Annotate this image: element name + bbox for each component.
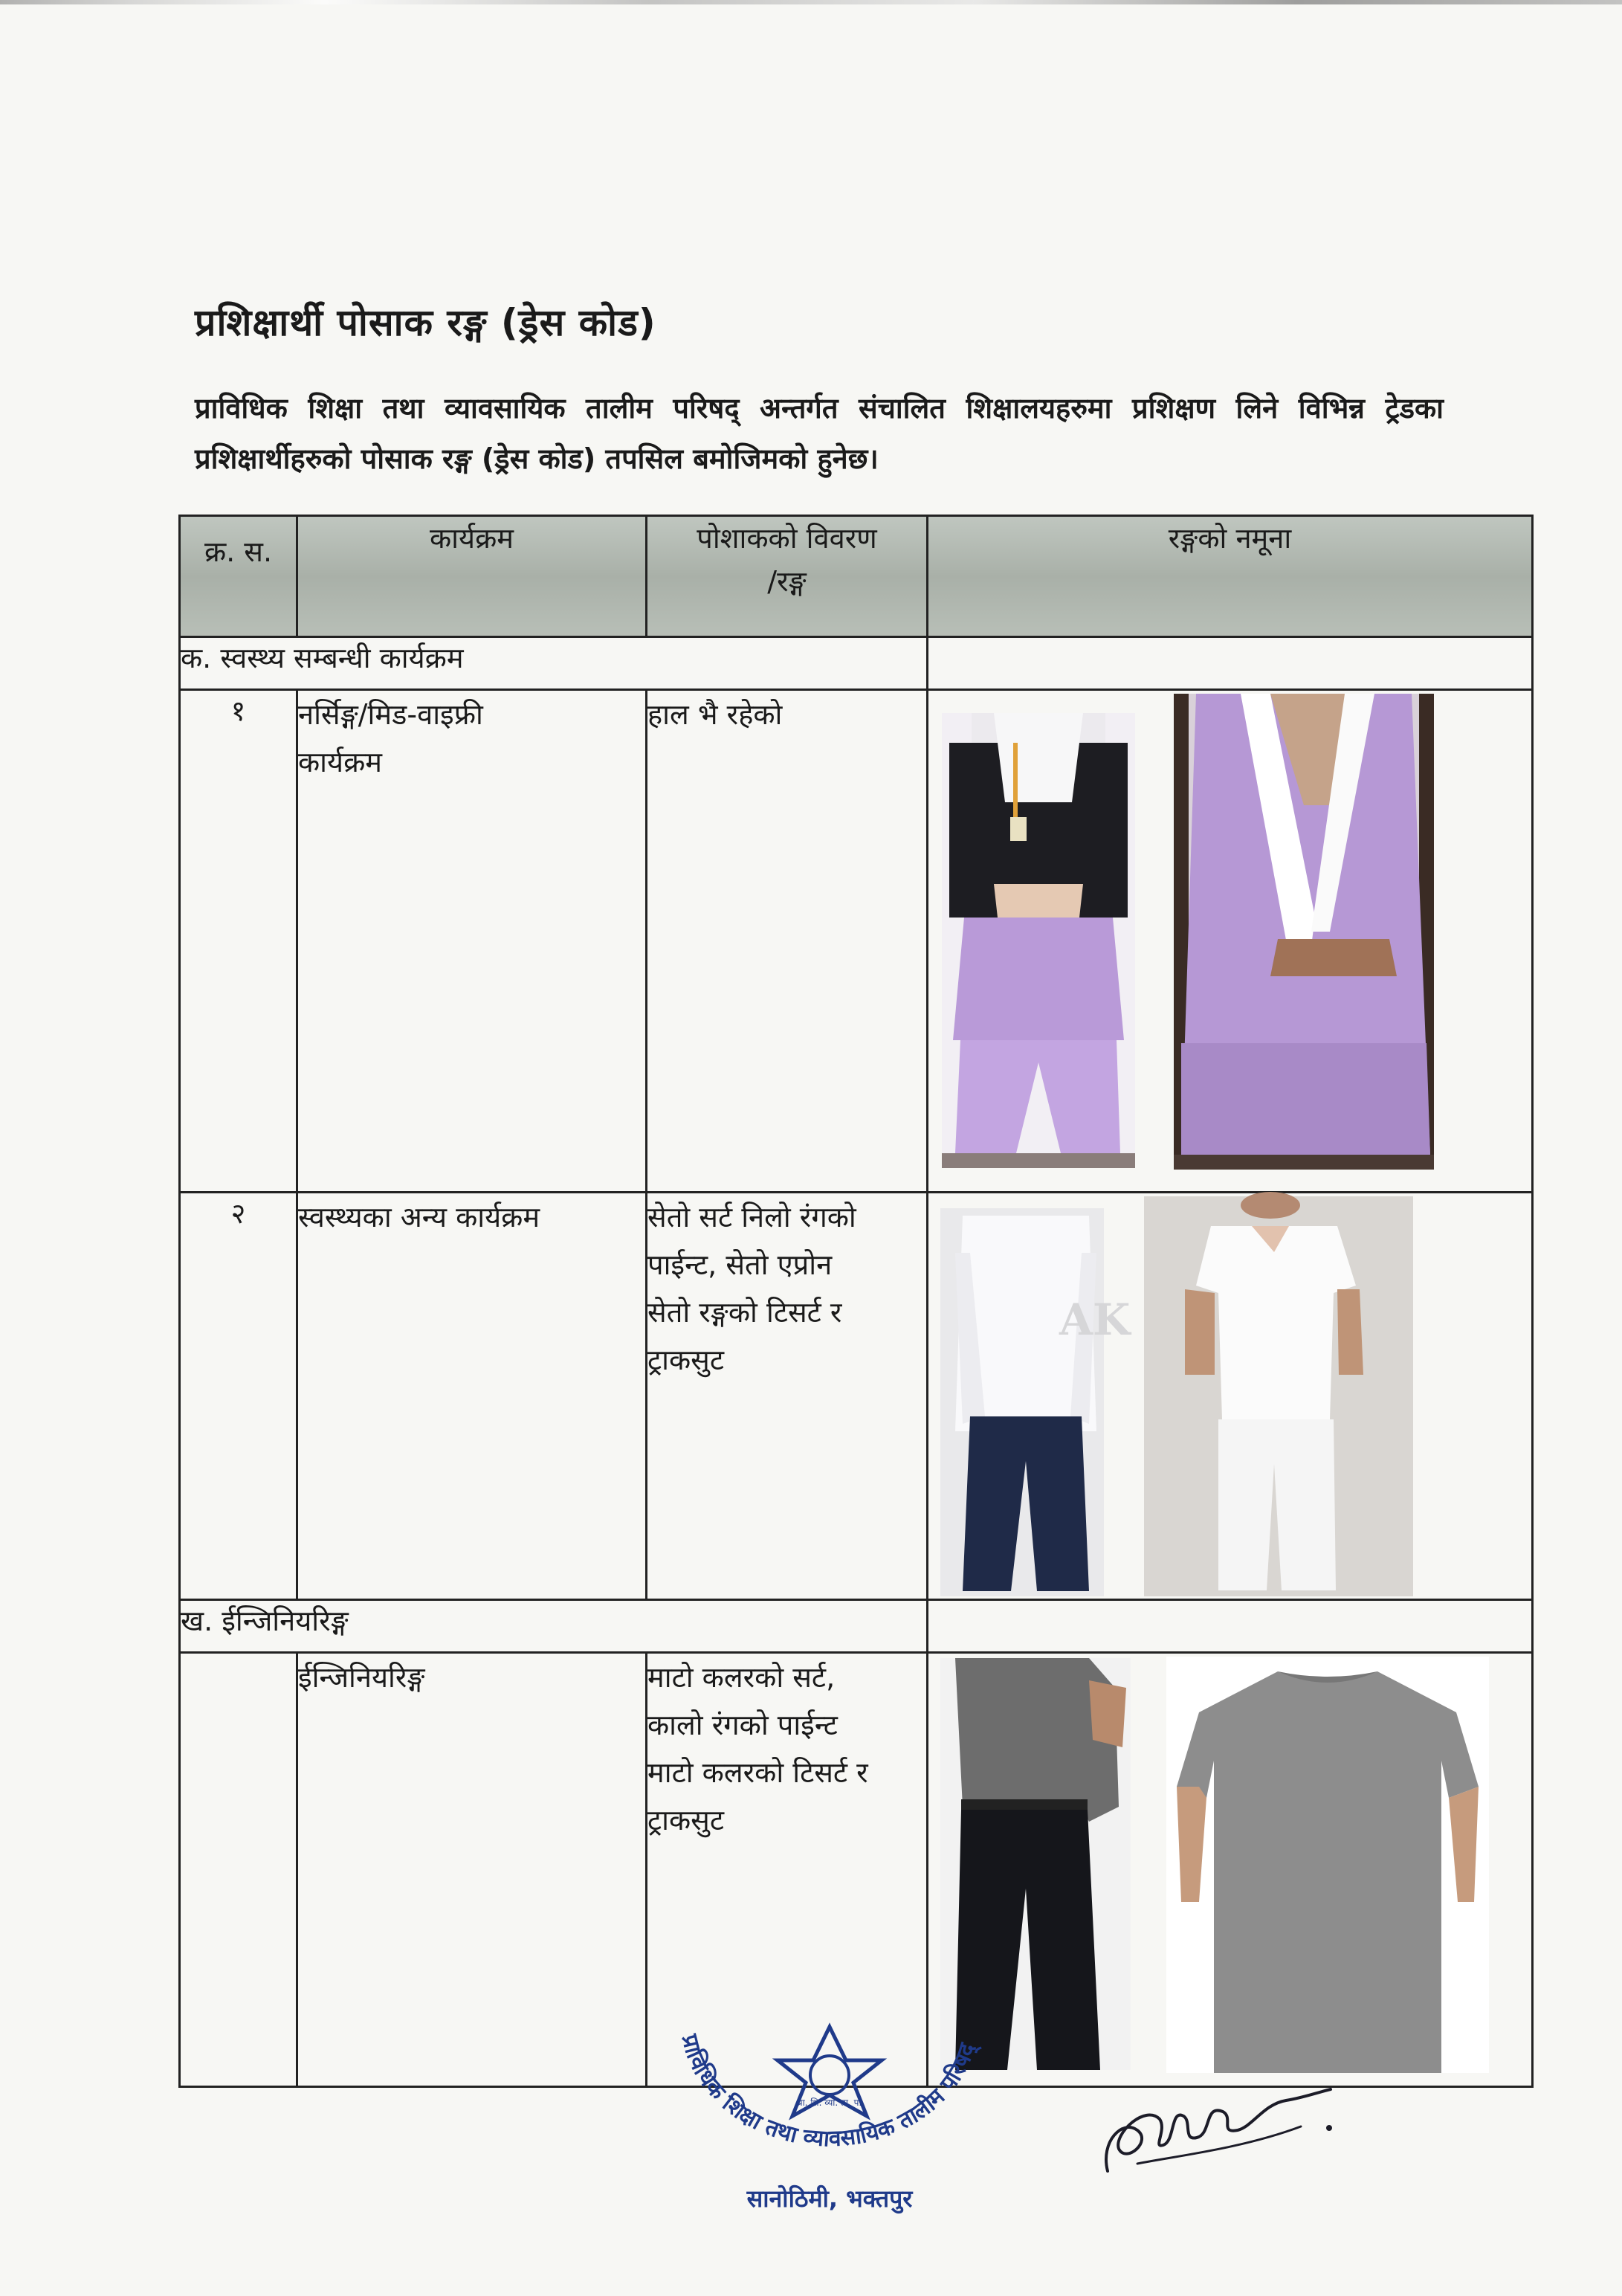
row-program-line: ईन्जिनियरिङ्ग [298, 1661, 425, 1694]
seal-arc-text: प्राविधिक शिक्षा तथा व्यावसायिक तालीम परिषद् [676, 2031, 981, 2152]
header-description-line2: /रङ्ग [767, 565, 807, 598]
scan-edge [0, 0, 1622, 4]
section-empty-cell [928, 1600, 1533, 1653]
photo-watermark: AK [1059, 1294, 1131, 1345]
row-serial: २ [180, 1193, 297, 1600]
dress-code-table [178, 515, 1534, 2088]
emblem-text: प्रा. शि. व्या. ता. प. [797, 2097, 862, 2108]
row-description-line: कालो रंगको पाईन्ट [647, 1709, 838, 1741]
header-serial: क्र. स. [180, 516, 297, 637]
section-health-title: क. स्वस्थ्य सम्बन्धी कार्यक्रम [180, 637, 928, 690]
header-description-line1: पोशाकको विवरण [697, 522, 877, 555]
row-description-line: सेतो रङ्गको टिसर्ट र [647, 1296, 842, 1329]
grey-tshirt-photo [1166, 1657, 1489, 2073]
row-description-line: माटो कलरको सर्ट, [647, 1661, 836, 1694]
white-tracksuit-photo [1144, 1196, 1413, 1596]
nurse-uniform-photo-seated [1174, 694, 1434, 1170]
row-description-line: हाल भै रहेको [647, 698, 783, 731]
handwritten-signature [1093, 2060, 1345, 2208]
header-sample: रङ्गको नमूना [928, 516, 1533, 637]
page-title: प्रशिक्षार्थी पोसाक रङ्ग (ड्रेस कोड) [195, 301, 656, 344]
row-description-line: ट्राकसुट [647, 1344, 725, 1376]
section-engineering-title: ख. ईन्जिनियरिङ्ग [180, 1600, 928, 1653]
row-samples [928, 690, 1533, 1193]
row-program [297, 1653, 647, 2087]
seal-location: सानोठिमी, भक्तपुर [746, 2184, 913, 2213]
table-row [180, 1193, 1533, 1600]
white-apron-photo [940, 1208, 1131, 1596]
header-description [647, 516, 928, 637]
row-serial: १ [180, 690, 297, 1193]
row-program-line: स्वस्थ्यका अन्य कार्यक्रम [298, 1201, 540, 1234]
row-program-line: नर्सिङ्ग/मिड-वाइफ्री [298, 698, 483, 731]
row-description [647, 1193, 928, 1600]
row-description-line: ट्राकसुट [647, 1804, 725, 1837]
row-program [297, 690, 647, 1193]
row-description-line: सेतो सर्ट निलो रंगको [647, 1201, 856, 1234]
row-program-line: कार्यक्रम [298, 746, 382, 778]
section-row-engineering [180, 1600, 1533, 1653]
row-samples [928, 1193, 1533, 1600]
row-samples [928, 1653, 1533, 2087]
table-row [180, 690, 1533, 1193]
row-description-line: माटो कलरको टिसर्ट र [647, 1756, 868, 1789]
intro-paragraph: प्राविधिक शिक्षा तथा व्यावसायिक तालीम परिषद् अन्तर्गत संचालित शिक्षालयहरुमा प्रशिक्षण लिने विभिन्न ट्रेडका प्रशिक्षार्थीहरुको पोसाक रङ्ग (ड्रेस कोड) तपसिल बमोजिमको हुनेछ। [195, 392, 1444, 475]
section-row-health [180, 637, 1533, 690]
section-empty-cell [928, 637, 1533, 690]
row-description [647, 690, 928, 1193]
nurse-uniform-photo-front [942, 713, 1135, 1168]
header-row [180, 516, 1533, 637]
row-program [297, 1193, 647, 1600]
official-seal [651, 2005, 1008, 2228]
row-description-line: पाईन्ट, सेतो एप्रोन [647, 1248, 833, 1281]
row-serial [180, 1653, 297, 2087]
header-program: कार्यक्रम [297, 516, 647, 637]
